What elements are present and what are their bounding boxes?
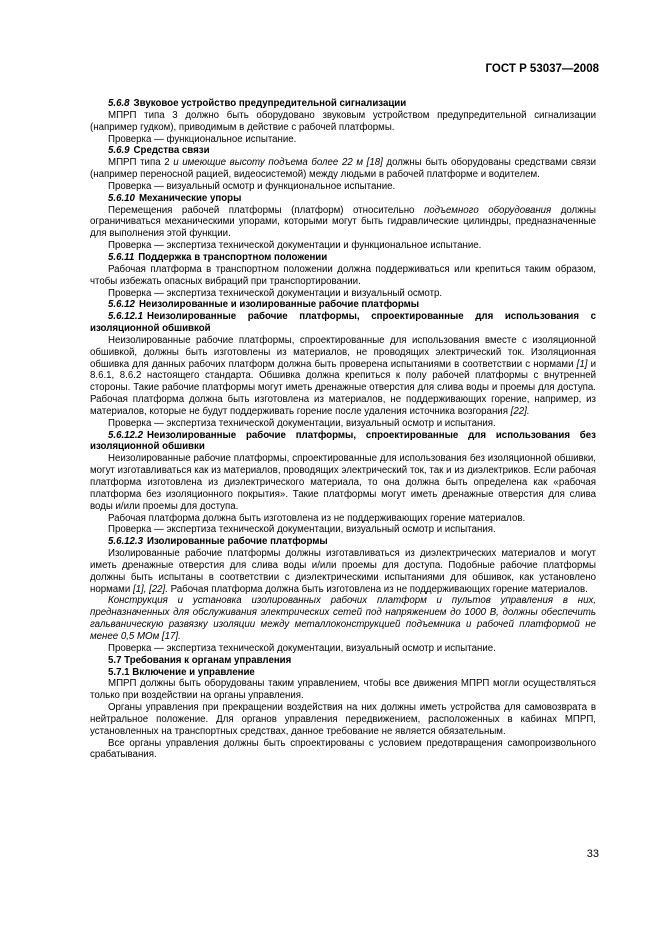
section-title: Неизолированные рабочие платформы, спроектированные для использования без изоляционной обшивки [90, 429, 596, 453]
paragraph: Органы управления при прекращении воздействия на них должны иметь устройства для самовозврата в нейтральное положение. Для органов управления передвижением, расположенных в кабинах МПРП, установленных на транспортных средствах, данное требование не является обязательным. [90, 702, 596, 737]
paragraph [90, 157, 596, 181]
section-heading [90, 252, 596, 264]
paragraph [90, 205, 596, 241]
text-run: МПРП типа 2 [108, 157, 174, 169]
section-number: 5.6.8 [108, 98, 130, 109]
section-title: Звуковое устройство предупредительной сигнализации [133, 98, 407, 109]
text-run: Перемещения рабочей платформы (платформ) относительно [108, 204, 424, 216]
section-title: Неизолированные рабочие платформы, спроектированные для использования с изоляционной обшивкой [90, 311, 596, 335]
paragraph: Проверка — экспертиза технической документации и функциональное испытание. [108, 240, 482, 252]
text-run: Неизолированные рабочие платформы, спроектированные для использования вместе с изоляционной обшивкой, должны быть изготовлены из материалов, не проводящих электрический ток. Изоляционная обшивка для данных рабочих платформ должна быть проверена испытаниями в соответствии с нормами [90, 334, 596, 370]
paragraph: МПРП типа 3 должно быть оборудовано звуковым устройством предупредительной сигнализации (например гудком), приводимым в действие с рабочей платформы. [90, 109, 596, 133]
paragraph: Проверка — экспертиза технической документации, визуальный осмотр и испытания. [108, 524, 496, 536]
paragraph: Рабочая платформа в транспортном положении должна поддерживаться или крепиться таким образом, чтобы избежать опасных вибраций при транспортировании. [90, 263, 596, 287]
page-number: 33 [586, 848, 599, 860]
text-run: должны быть оборудованы средствами связи (например переносной рацией, видеосистемой) между людьми в рабочей платформе и водителем. [90, 157, 596, 181]
section-heading [90, 299, 596, 311]
document-header: ГОСТ Р 53037—2008 [485, 63, 599, 75]
section-number: 5.6.9 [108, 145, 130, 157]
paragraph: Проверка — экспертиза технической документации, визуальный осмотр и испытание. [108, 642, 496, 654]
italic-note: Конструкция и установка изолированных рабочих платформ и пультов управления в них, предназначенных для обслуживания электрических сетей под напряжением до 1000 В, должны обеспечить гальваническую развязку изоляции между металлоконструкцией подъемника и рабочей платформой не менее 0,5 МОм [17]. [90, 595, 596, 642]
section-title: Изолированные рабочие платформы [147, 536, 328, 548]
paragraph: Проверка — функциональное испытание. [108, 133, 297, 145]
section-title: Поддержка в транспортном положении [138, 251, 328, 263]
italic-text: и имеющие высоту подъема более 22 м [18] [173, 157, 383, 169]
paragraph [90, 335, 596, 418]
section-number: 5.6.10 [108, 192, 135, 204]
italic-text: подъемного оборудования [423, 204, 552, 216]
paragraph: МПРП должны быть оборудованы таким управлением, чтобы все движения МПРП могли осуществляться только при воздействии на органы управления. [90, 678, 596, 702]
section-number: 5.6.12 [108, 299, 135, 311]
italic-text: [22]. [510, 405, 530, 417]
section-number: 5.6.12.1 [108, 311, 144, 323]
italic-text: [1], [22]. [132, 583, 168, 595]
paragraph: Проверка — визуальный осмотр и функциональное испытание. [108, 180, 396, 192]
section-heading [90, 98, 596, 110]
paragraph: Рабочая платформа должна быть изготовлена из не поддерживающих горение материалов. [108, 512, 526, 524]
text-run: Изолированные рабочие платформы должны изготавливаться из диэлектрических материалов и могут иметь дренажные отверстия для слива воды и/или проемы для доступа. Подобные рабочие платформы должны быть испытаны в соответствии с диэлектрическими испытаниями для обшивок, как установлено нормами [90, 548, 596, 595]
section-heading [90, 536, 596, 548]
section-heading [90, 430, 596, 454]
section-heading [90, 193, 596, 205]
section-number: 5.6.12.2 [108, 429, 144, 441]
text-run: должны ограничиваться механическими упорами, которыми могут быть гидравлические цилиндры, предназначенные для выполнения этой функции. [90, 204, 597, 240]
section-heading [90, 311, 596, 335]
text-run: Рабочая платформа должна быть изготовлена из не поддерживающих горение материалов. [167, 583, 588, 595]
paragraph: Проверка — экспертиза технической документации, визуальный осмотр и испытания. [108, 417, 496, 429]
section-heading: 5.7 Требования к органам управления [108, 654, 292, 666]
paragraph: Все органы управления должны быть спроектированы с условием предотвращения самопроизвольного срабатывания. [90, 737, 596, 761]
section-heading: 5.7.1 Включение и управление [108, 666, 255, 678]
document-body [90, 98, 596, 761]
section-title: Механические упоры [138, 192, 242, 204]
section-number: 5.6.11 [108, 251, 135, 263]
paragraph: Проверка — экспертиза технической документации и визуальный осмотр. [108, 287, 443, 299]
section-title: Средства связи [133, 145, 210, 157]
section-title: Неизолированные и изолированные рабочие платформы [138, 299, 420, 311]
paragraph: Неизолированные рабочие платформы, спроектированные для использования без изоляционной обшивки, могут изготавливаться как из материалов, проводящих электрический ток, так и из диэлектриков. Если рабочая платформа изготовлена из диэлектрического материала, то она должна быть определена как «рабочая платформа без изоляционного покрытия». Такие платформы могут иметь дренажные отверстия для слива воды и/или проемы для доступа. [90, 453, 596, 512]
text-run: и 8.6.1, 8.6.2 настоящего стандарта. Обшивка должна крепиться к полу рабочей платформы с внутренней стороны. Такие рабочие платформы могут иметь дренажные отверстия для слива воды и проемы для доступа. Рабочая платформа должна быть изготовлена из материалов, не поддерживающих горение, например, из материалов, которые не будут поддерживать горение после удаления источника возгорания [90, 358, 596, 417]
paragraph [90, 548, 596, 595]
italic-text: [1] [576, 358, 588, 370]
section-number: 5.6.12.3 [108, 536, 144, 548]
section-heading [90, 145, 596, 157]
